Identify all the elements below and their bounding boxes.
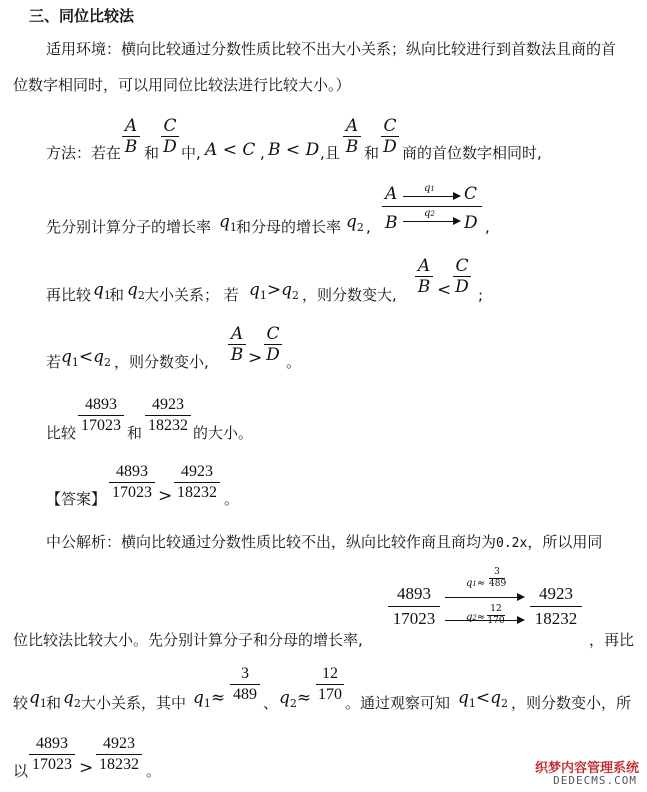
- q1-symbol: $q_1$: [219, 212, 237, 234]
- fraction-4923-18232: 4923 18232: [145, 395, 191, 436]
- analysis-line2-b: ，再比: [589, 631, 635, 649]
- intro-line-1: 适用环境：横向比较通过分数性质比较不出大小关系；纵向比较进行到首数法且商的首: [46, 40, 617, 58]
- method-he-2: 和: [364, 144, 380, 162]
- analysis-line3-f: ，则分数变小，所: [511, 694, 632, 712]
- analysis-line4-a: 以: [13, 762, 29, 780]
- analysis-fraction-2: 4923 18232: [530, 582, 582, 631]
- compound-fraction-bar: [382, 206, 482, 207]
- gt-sign: >: [248, 348, 263, 368]
- step3-text-a: 若: [46, 353, 62, 371]
- analysis-small-fraction-2: 12 170: [487, 604, 505, 626]
- analysis-q2: $q_2$: [63, 688, 81, 710]
- analysis-fraction-1: 4893 17023: [388, 582, 440, 631]
- method-a-lt-c: A < C: [205, 140, 256, 160]
- step1-text-a: 先分别计算分子的增长率: [46, 218, 212, 236]
- answer-gt: >: [158, 486, 173, 506]
- question-he: 和: [127, 424, 143, 442]
- arrow-d: D: [464, 213, 478, 233]
- analysis-small-fraction-1: 3 489: [489, 567, 507, 589]
- analysis-line2-a: 位比较法比较大小。先分别计算分子和分母的增长率,: [13, 631, 363, 649]
- fraction-c-over-d-2: C D: [381, 116, 399, 157]
- step3-text-b: ，则分数变小,: [114, 353, 209, 371]
- fraction-a-over-b: A B: [122, 116, 140, 157]
- watermark-url: DEDECMS.COM: [553, 774, 637, 787]
- analysis-q1-lt-q2: $q_1<q_2$: [458, 688, 509, 710]
- answer-fraction-1: 4893 17023: [109, 462, 155, 503]
- analysis-final-gt: >: [79, 758, 94, 778]
- answer-end: 。: [224, 490, 240, 508]
- section-heading: 三、同位比较法: [29, 7, 135, 25]
- arrow-c: C: [464, 184, 478, 204]
- fraction-c-over-d: C D: [161, 116, 179, 157]
- step1-comma-2: ,: [485, 218, 490, 236]
- q2-symbol: $q_2$: [346, 212, 364, 234]
- method-comma: ,: [260, 144, 265, 162]
- intro-line-2: 位数字相同时，可以用同位比较法进行比较大小。）: [13, 76, 351, 94]
- step2-text-d: ，则分数变大,: [302, 286, 397, 304]
- fraction-c-over-d-4: C D: [264, 324, 282, 365]
- analysis-line3-d: 、: [263, 694, 279, 712]
- method-zhong: 中,: [181, 144, 201, 162]
- answer-fraction-2: 4923 18232: [174, 462, 220, 503]
- analysis-arrow-top-label: q1≈: [466, 578, 486, 589]
- method-b-lt-d: B < D: [268, 140, 320, 160]
- method-label: 方法：若在: [46, 144, 122, 162]
- analysis-fraction-3-489: 3 489: [230, 664, 260, 705]
- method-he: 和: [144, 144, 160, 162]
- q2-symbol-2: $q_2$: [127, 280, 145, 302]
- analysis-fraction-12-170: 12 170: [318, 665, 342, 703]
- analysis-line1: 中公解析：横向比较通过分数性质比较不出，纵向比较作商且商均为0.2x，所以用同: [46, 533, 603, 551]
- analysis-line3-b: 和: [46, 694, 62, 712]
- analysis-line3-a: 较: [13, 694, 29, 712]
- question-suffix: 的大小。: [193, 424, 254, 442]
- question-prefix: 比较: [46, 424, 77, 442]
- analysis-q1: $q_1$: [29, 688, 47, 710]
- arrow-top: [403, 196, 459, 197]
- step2-semi: ;: [478, 286, 484, 304]
- step3-end: 。: [286, 353, 302, 371]
- step1-text-b: 和分母的增长率: [236, 218, 342, 236]
- arrow-a: A: [385, 184, 398, 204]
- q1-lt-q2: $q_1<q_2$: [61, 347, 112, 369]
- analysis-line3-c: 大小关系，其中: [81, 694, 187, 712]
- analysis-line3-e: 。通过观察可知: [345, 694, 451, 712]
- step1-comma: ,: [366, 218, 371, 236]
- fraction-a-over-b-4: A B: [228, 324, 246, 365]
- analysis-fraction-final-2: 4923 18232: [96, 734, 142, 775]
- method-tail: 商的首位数字相同时,: [402, 144, 542, 162]
- analysis-arrow-bottom-label: q2≈: [466, 612, 486, 623]
- fraction-4893-17023: 4893 17023: [78, 395, 124, 436]
- analysis-fraction-final-1: 4893 17023: [29, 734, 75, 775]
- analysis-line4-end: 。: [146, 762, 162, 780]
- lt-sign: <: [437, 280, 452, 300]
- step2-text-a: 再比较: [46, 286, 92, 304]
- q1-gt-q2: $q_1>q_2$: [249, 280, 300, 302]
- q1-symbol-2: $q_1$: [93, 280, 111, 302]
- watermark-title: 织梦内容管理系统: [534, 761, 639, 776]
- fraction-c-over-d-3: C D: [453, 256, 471, 297]
- fraction-a-over-b-2: A B: [343, 116, 361, 157]
- fraction-a-over-b-3: A B: [415, 256, 433, 297]
- step2-text-c: 大小关系； 若: [144, 286, 239, 304]
- answer-label: 【答案】: [46, 490, 107, 508]
- analysis-q1-approx: $q_1\approx$: [193, 688, 226, 710]
- analysis-arrow-top: [445, 597, 523, 598]
- arrow-b: B: [385, 213, 398, 233]
- arrow-bottom-label: q2: [424, 208, 435, 219]
- step2-text-b: 和: [109, 286, 125, 304]
- arrow-bottom: [403, 221, 459, 222]
- analysis-q2-approx: $q_2\approx$: [279, 688, 312, 710]
- method-qie: ,且: [320, 144, 340, 162]
- arrow-top-label: q1: [424, 183, 435, 194]
